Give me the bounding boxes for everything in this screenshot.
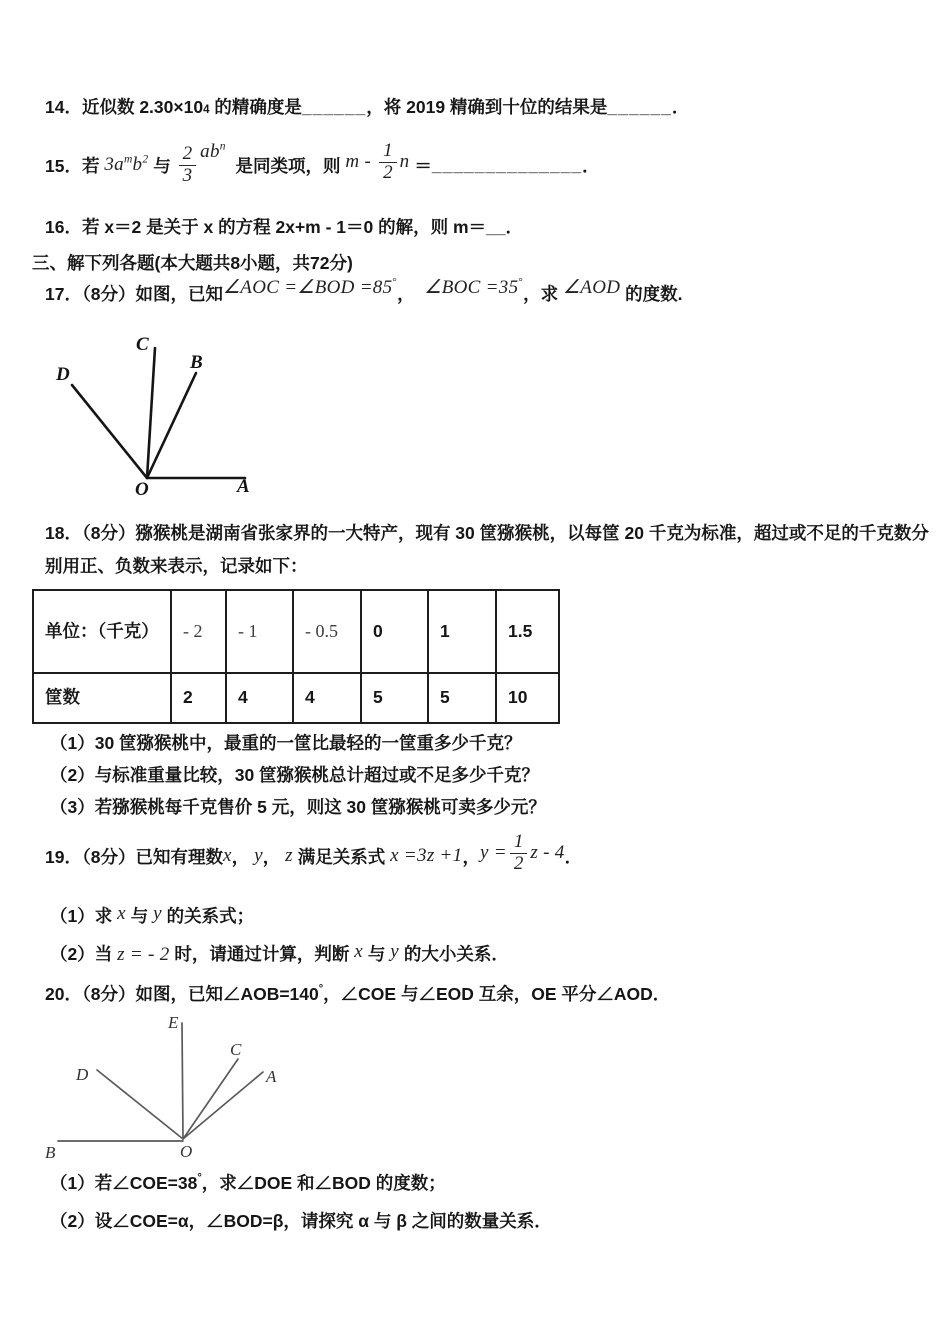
- q19-sub1-text-3: 的关系式；: [161, 906, 255, 926]
- q14-text-4: ．: [671, 97, 690, 117]
- q15-text-5: ．: [582, 155, 600, 176]
- fig20-label-o: O: [180, 1142, 193, 1161]
- table-cell-count-5: 5: [428, 673, 496, 723]
- q15-monomial-2: [200, 141, 226, 163]
- q15-m1-exp-2: 2: [142, 153, 149, 166]
- table-cell-count-2: 4: [226, 673, 293, 723]
- q19-subquestion-2: [50, 941, 509, 966]
- q19-comma-1: ，: [231, 846, 255, 867]
- q19-sub1-text-2: 与: [125, 906, 154, 926]
- q18-text-2: 别用正、负数来表示，记录如下：: [45, 556, 308, 576]
- q15-frac2-numerator: 1: [383, 139, 393, 161]
- q19-sub2-y: y: [390, 941, 399, 962]
- q19-var-y: y: [254, 845, 263, 866]
- q15-frac2-denominator: 2: [379, 162, 397, 184]
- table-cell-unit-3: - 0.5: [293, 590, 361, 673]
- q17-comma: ，: [397, 284, 425, 304]
- q19-frac-numerator: 1: [513, 830, 524, 852]
- question-14: 14．近似数 2.30×10 4 的精确度是 ______ ，将 2019 精确到十位的结果是 ______ ．: [45, 94, 689, 119]
- q19-sub2-text-3: 与: [362, 944, 391, 964]
- q20-subquestion-1: [50, 1170, 446, 1195]
- table-header-units: 单位：（千克）: [33, 590, 171, 673]
- table-row-counts: [33, 673, 559, 723]
- q20-sub1-degree: °: [197, 1172, 202, 1184]
- q19-eq2-rhs: z - 4: [530, 842, 565, 863]
- fig17-label-c: C: [136, 334, 149, 355]
- fig17-label-b: B: [190, 352, 203, 373]
- figure-17-angle-diagram: [40, 328, 270, 510]
- q17-text-3: 的度数.: [620, 284, 683, 304]
- ray-od: [97, 1070, 183, 1139]
- q18-sub3-text: （3）若猕猴桃每千克售价 5 元，则这 30 筐猕猴桃可卖多少元？: [50, 797, 546, 817]
- ray-od: [72, 385, 147, 478]
- fig17-label-d: D: [56, 364, 70, 385]
- q15-m1-b: b: [132, 154, 143, 175]
- q15-text-1: 15．若: [45, 155, 105, 176]
- ray-ob: [147, 373, 196, 478]
- q18-sub2-text: （2）与标准重量比较，30 筐猕猴桃总计超过或不足多少千克？: [50, 765, 540, 785]
- section-3-heading: [32, 250, 353, 275]
- q18-sub1-text: （1）30 筐猕猴桃中，最重的一筐比最轻的一筐重多少千克？: [50, 733, 522, 753]
- fig17-label-o: O: [135, 479, 149, 500]
- q14-text-2: 的精确度是: [209, 97, 302, 117]
- table-cell-count-1: 2: [171, 673, 226, 723]
- q15-m1-exp-m: m: [123, 153, 133, 166]
- fig20-label-a: A: [266, 1067, 277, 1086]
- figure-20-angle-diagram: [20, 1008, 320, 1168]
- q15-text-3: 是同类项，则: [225, 155, 346, 176]
- q19-frac-denominator: 2: [510, 853, 528, 875]
- q17-text-2: ，求: [523, 284, 563, 304]
- kiwi-weight-table: [32, 589, 560, 724]
- table-cell-count-4: 5: [361, 673, 428, 723]
- question-15: [45, 133, 600, 197]
- q19-equation-2: [480, 832, 565, 875]
- q19-text-4: ．: [564, 846, 583, 867]
- q15-fraction-1-2: [379, 141, 397, 184]
- q19-equation-1: x =3z +1: [390, 845, 463, 866]
- q20-text-1: 20．（8分）如图，已知∠AOB=140: [45, 984, 319, 1004]
- q17-m1: ∠AOC =∠BOD =85: [222, 277, 393, 298]
- q18-subquestion-2: [50, 762, 539, 787]
- q15-m1-base: 3a: [104, 154, 124, 175]
- q17-angle-equation-1: [223, 276, 397, 299]
- q19-var-x: x: [222, 845, 232, 866]
- q19-sub2-text-4: 的大小关系．: [398, 944, 509, 964]
- q15-expr-m-minus: m -: [345, 151, 377, 172]
- q19-sub1-text-1: （1）求: [50, 906, 118, 926]
- q17-m2: ∠BOC =35: [424, 277, 519, 298]
- q19-sub1-y: y: [153, 903, 162, 924]
- table-cell-unit-1: - 2: [171, 590, 226, 673]
- q15-expr-n: n: [399, 151, 410, 172]
- q14-blank-2: ______: [607, 97, 672, 117]
- q15-monomial-1: [104, 154, 148, 176]
- q18-text-1: 18．（8分）猕猴桃是湖南省张家界的一大特产，现有 30 筐猕猴桃，以每筐 20 千克为标准，超过或不足的千克数分: [45, 523, 929, 543]
- fig17-label-a: A: [237, 476, 250, 497]
- q19-sub2-text-1: （2）当: [50, 944, 118, 964]
- fig20-label-e: E: [168, 1013, 179, 1032]
- section-3-title: 三、解下列各题(本大题共8小题，共72分): [32, 253, 353, 273]
- q19-fraction-1-2: [510, 832, 528, 875]
- fig20-label-c: C: [230, 1040, 242, 1059]
- q19-sub2-x: x: [354, 941, 363, 962]
- q17-degree-2: °: [518, 276, 524, 288]
- q19-sub1-x: x: [117, 903, 126, 924]
- q20-degree: °: [318, 983, 324, 995]
- q17-text-1: 17．（8分）如图，已知: [45, 284, 223, 304]
- q19-eq2-lhs: y =: [479, 842, 507, 863]
- q17-angle-equation-2: [424, 276, 523, 299]
- q19-subquestion-1: [50, 903, 254, 928]
- table-cell-unit-6: 1.5: [496, 590, 559, 673]
- table-row-units: [33, 590, 559, 673]
- q19-var-z: z: [285, 845, 293, 866]
- q17-angle-aod: ∠AOD: [562, 277, 621, 298]
- ray-oe: [182, 1023, 183, 1139]
- table-cell-count-6: 10: [496, 673, 559, 723]
- q20-sub1-text-2: ，求∠DOE 和∠BOD 的度数；: [201, 1173, 446, 1193]
- q14-text-1: 14．近似数 2.30×10: [45, 97, 204, 117]
- question-18-line-1: [45, 520, 929, 545]
- question-20: [45, 981, 670, 1006]
- q15-expression: [345, 141, 409, 184]
- q20-subquestion-2: [50, 1208, 552, 1233]
- q19-comma-2: ，: [262, 846, 286, 867]
- ray-oc: [147, 348, 155, 478]
- table-cell-unit-4: 0: [361, 590, 428, 673]
- question-19: [45, 828, 582, 884]
- q16-text: 16．若 x＝2 是关于 x 的方程 2x+m - 1＝0 的解，则 m＝__．: [45, 217, 523, 237]
- q17-degree-1: °: [392, 276, 398, 288]
- q15-frac1-numerator: 2: [182, 142, 193, 164]
- fig20-label-b: B: [45, 1143, 56, 1162]
- q15-blank: ______________: [431, 154, 583, 175]
- question-18-line-2: [45, 553, 308, 578]
- table-cell-unit-5: 1: [428, 590, 496, 673]
- q20-sub1-text-1: （1）若∠COE=38: [50, 1173, 198, 1193]
- q15-text-4: ＝: [409, 155, 432, 176]
- q18-subquestion-3: [50, 794, 546, 819]
- q14-text-3: ，将 2019 精确到十位的结果是: [366, 97, 608, 117]
- question-16: [45, 214, 523, 239]
- q19-text-1: 19．（8分）已知有理数: [45, 846, 223, 867]
- question-17: [45, 276, 683, 306]
- q19-text-2: 满足关系式: [292, 846, 391, 867]
- q19-text-3: ，: [462, 846, 480, 867]
- q20-sub2-text: （2）设∠COE=α，∠BOD=β，请探究 α 与 β 之间的数量关系．: [50, 1211, 552, 1231]
- q15-text-2: 与: [148, 155, 176, 176]
- q19-sub2-z-value: z = - 2: [117, 944, 170, 965]
- q19-sub2-text-2: 时，请通过计算，判断: [169, 944, 355, 964]
- q20-text-2: ，∠COE 与∠EOD 互余，OE 平分∠AOD．: [323, 984, 671, 1004]
- q15-fraction-2-3: [179, 144, 197, 187]
- q18-subquestion-1: [50, 730, 522, 755]
- table-cell-count-3: 4: [293, 673, 361, 723]
- q15-m2-exp-n: n: [219, 140, 226, 153]
- q14-blank-1: ______: [301, 97, 367, 117]
- q15-frac1-denominator: 3: [179, 165, 197, 187]
- table-header-counts: 筐数: [33, 673, 171, 723]
- table-cell-unit-2: - 1: [226, 590, 293, 673]
- q15-m2-ab: ab: [200, 141, 220, 162]
- fig20-label-d: D: [76, 1065, 89, 1084]
